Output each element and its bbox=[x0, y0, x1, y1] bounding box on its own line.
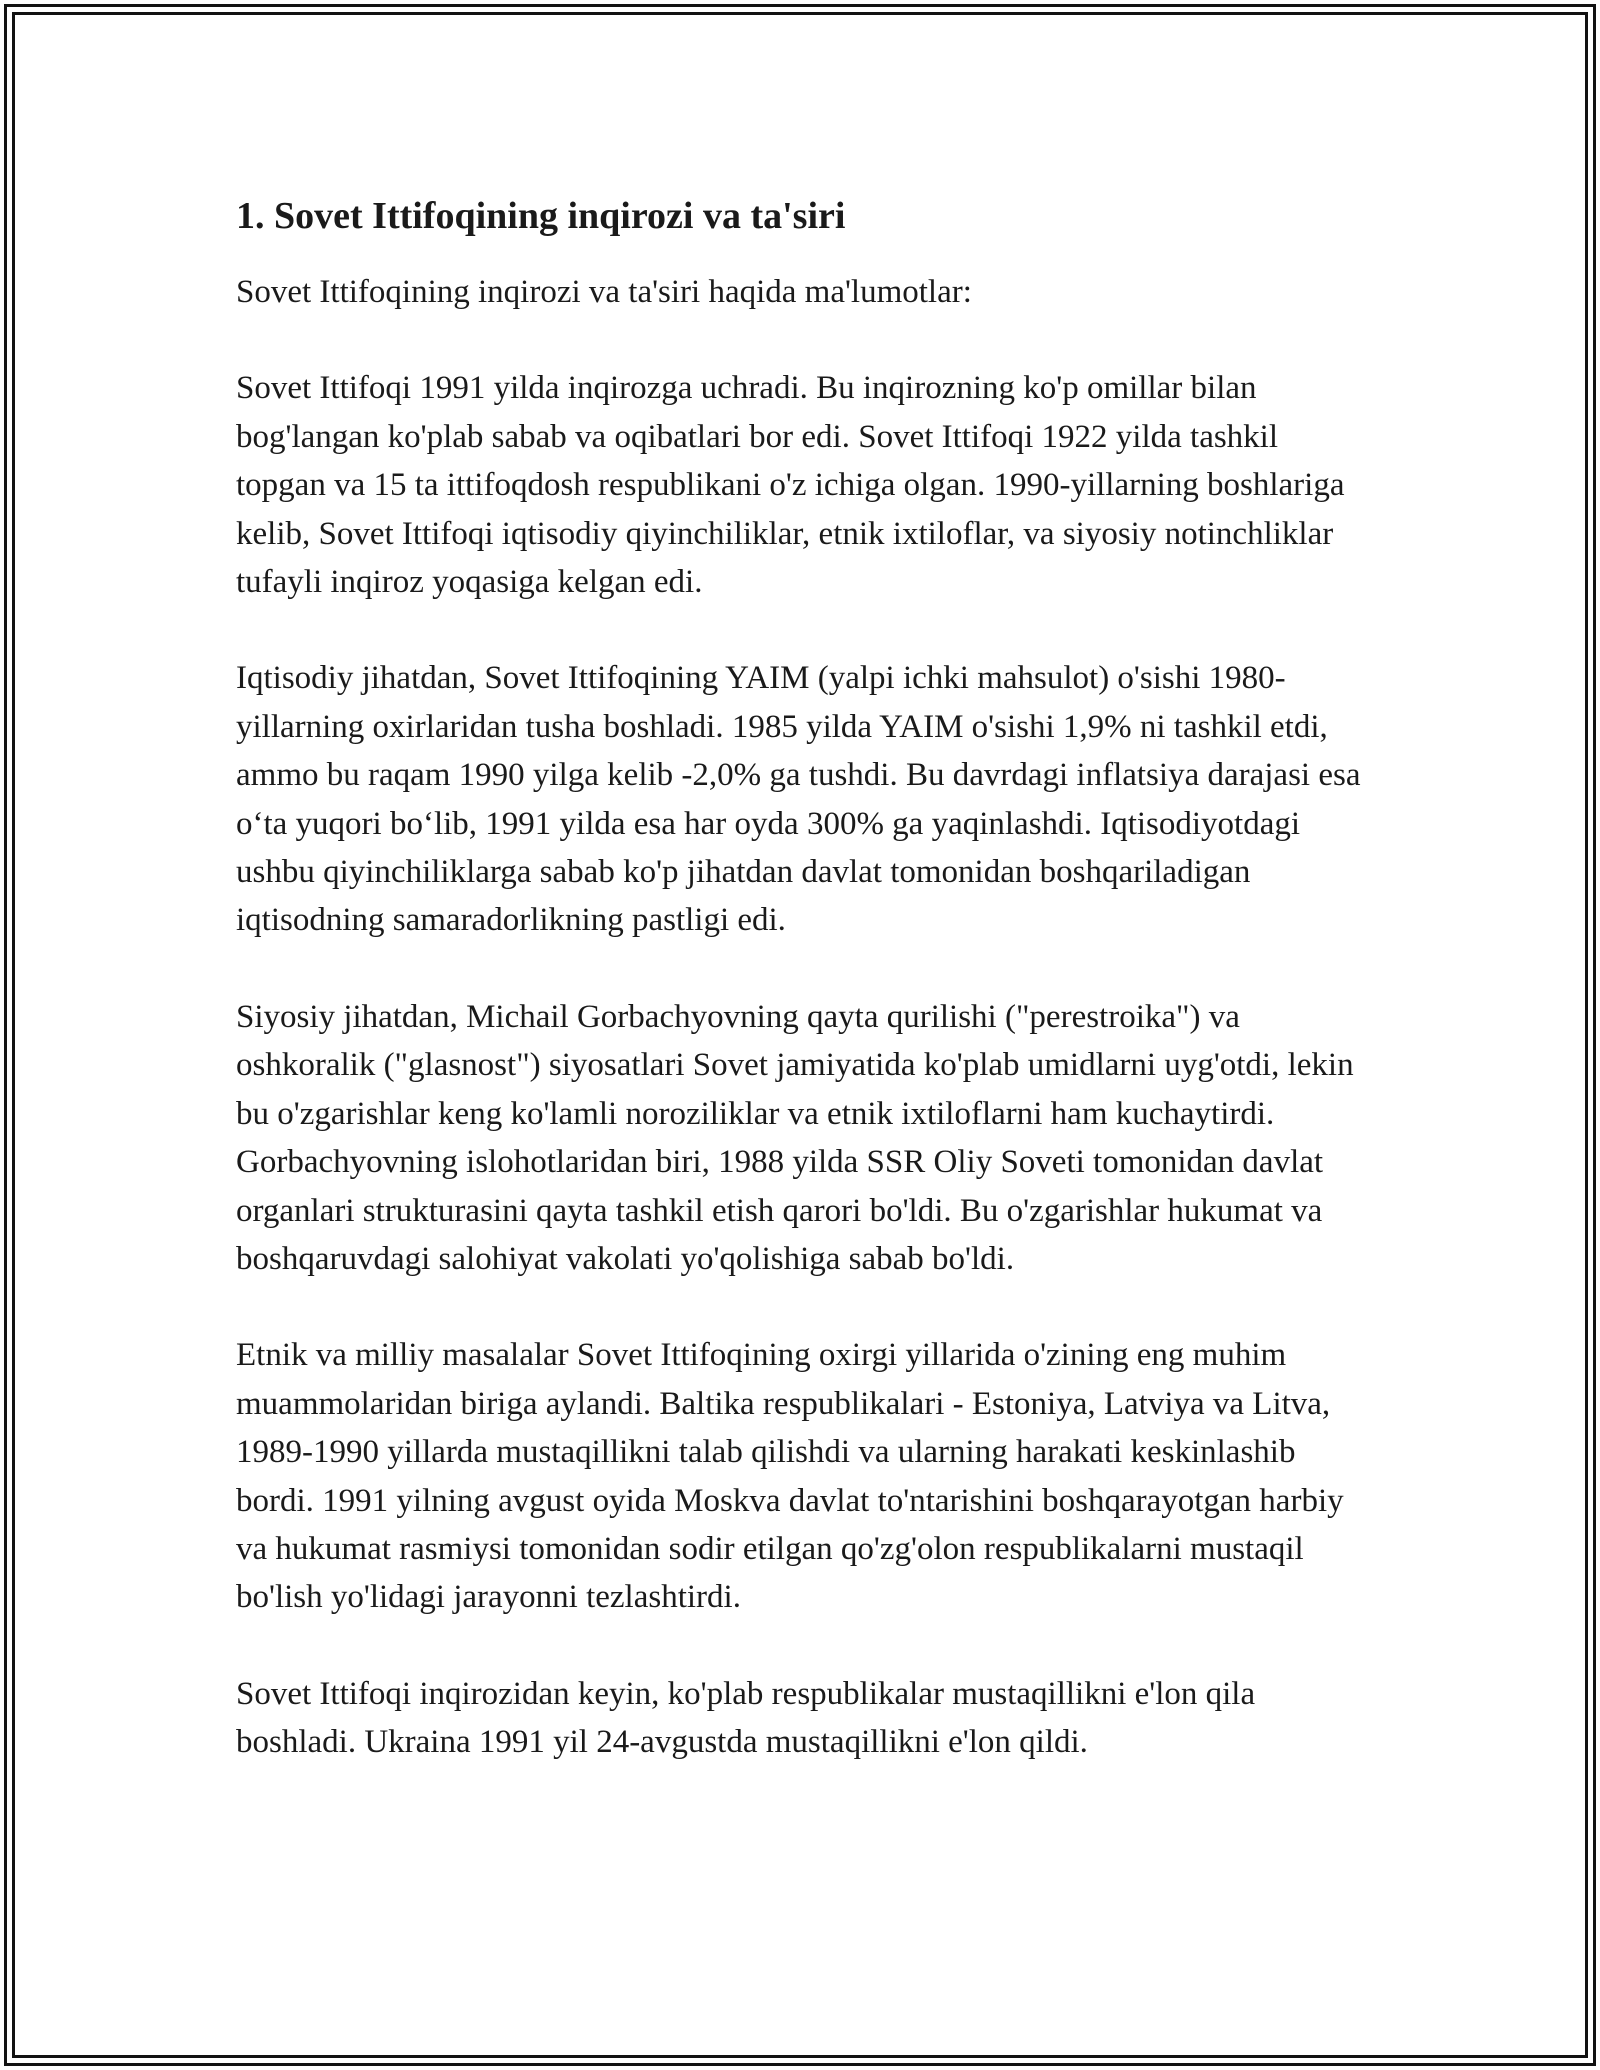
paragraph-economic: Iqtisodiy jihatdan, Sovet Ittifoqining YAIM (yalpi ichki mahsulot) o'sishi 1980-yillarning oxirlaridan tusha boshladi. 1985 yilda YAIM o'sishi 1,9% ni tashkil etdi, ammo bu raqam 1990 yilga kelib -2,0% ga tushdi. Bu davrdagi inflatsiya darajasi esa o‘ta yuqori bo‘lib, 1991 yilda esa har oyda 300% ga yaqinlashdi. Iqtisodiyotdagi ushbu qiyinchiliklarga sabab ko'p jihatdan davlat tomonidan boshqariladigan iqtisodning samaradorlikning pastligi edi. bbox=[236, 660, 1361, 939]
document-body bbox=[236, 188, 1366, 1815]
section-heading: 1. Sovet Ittifoqining inqirozi va ta'siri bbox=[236, 195, 846, 237]
paragraph-overview: Sovet Ittifoqi 1991 yilda inqirozga uchradi. Bu inqirozning ko'p omillar bilan bog'langan ko'plab sabab va oqibatlari bor edi. Sovet Ittifoqi 1922 yilda tashkil topgan va 15 ta ittifoqdosh respublikani o'z ichiga olgan. 1990-yillarning boshlariga kelib, Sovet Ittifoqi iqtisodiy qiyinchiliklar, etnik ixtiloflar, va siyosiy notinchliklar tufayli inqiroz yoqasiga kelgan edi. bbox=[236, 370, 1345, 601]
paragraph-ethnic: Etnik va milliy masalalar Sovet Ittifoqining oxirgi yillarida o'zining eng muhim muammolaridan biriga aylandi. Baltika respublikalari - Estoniya, Latviya va Litva, 1989-1990 yillarda mustaqillikni talab qilishdi va ularning harakati keskinlashib bordi. 1991 yilning avgust oyida Moskva davlat to'ntarishini boshqarayotgan harbiy va hukumat rasmiysi tomonidan sodir etilgan qo'zg'olon respublikalarni mustaqil bo'lish yo'lidagi jarayonni tezlashtirdi. bbox=[236, 1337, 1344, 1616]
paragraph-aftermath: Sovet Ittifoqi inqirozidan keyin, ko'plab respublikalar mustaqillikni e'lon qila boshladi. Ukraina 1991 yil 24-avgustda mustaqillikni e'lon qildi. bbox=[236, 1675, 1256, 1761]
paragraph-political: Siyosiy jihatdan, Michail Gorbachyovning qayta qurilishi ("perestroika") va oshkoralik ("glasnost") siyosatlari Sovet jamiyatida ko'plab umidlarni uyg'otdi, lekin bu o'zgarishlar keng ko'lamli noroziliklar va etnik ixtiloflarni ham kuchaytirdi. Gorbachyovning islohotlaridan biri, 1988 yilda SSR Oliy Soveti tomonidan davlat organlari strukturasini qayta tashkil etish qarori bo'ldi. Bu o'zgarishlar hukumat va boshqaruvdagi salohiyat vakolati yo'qolishiga sabab bo'ldi. bbox=[236, 998, 1354, 1277]
intro-paragraph: Sovet Ittifoqining inqirozi va ta'siri haqida ma'lumotlar: bbox=[236, 274, 972, 310]
